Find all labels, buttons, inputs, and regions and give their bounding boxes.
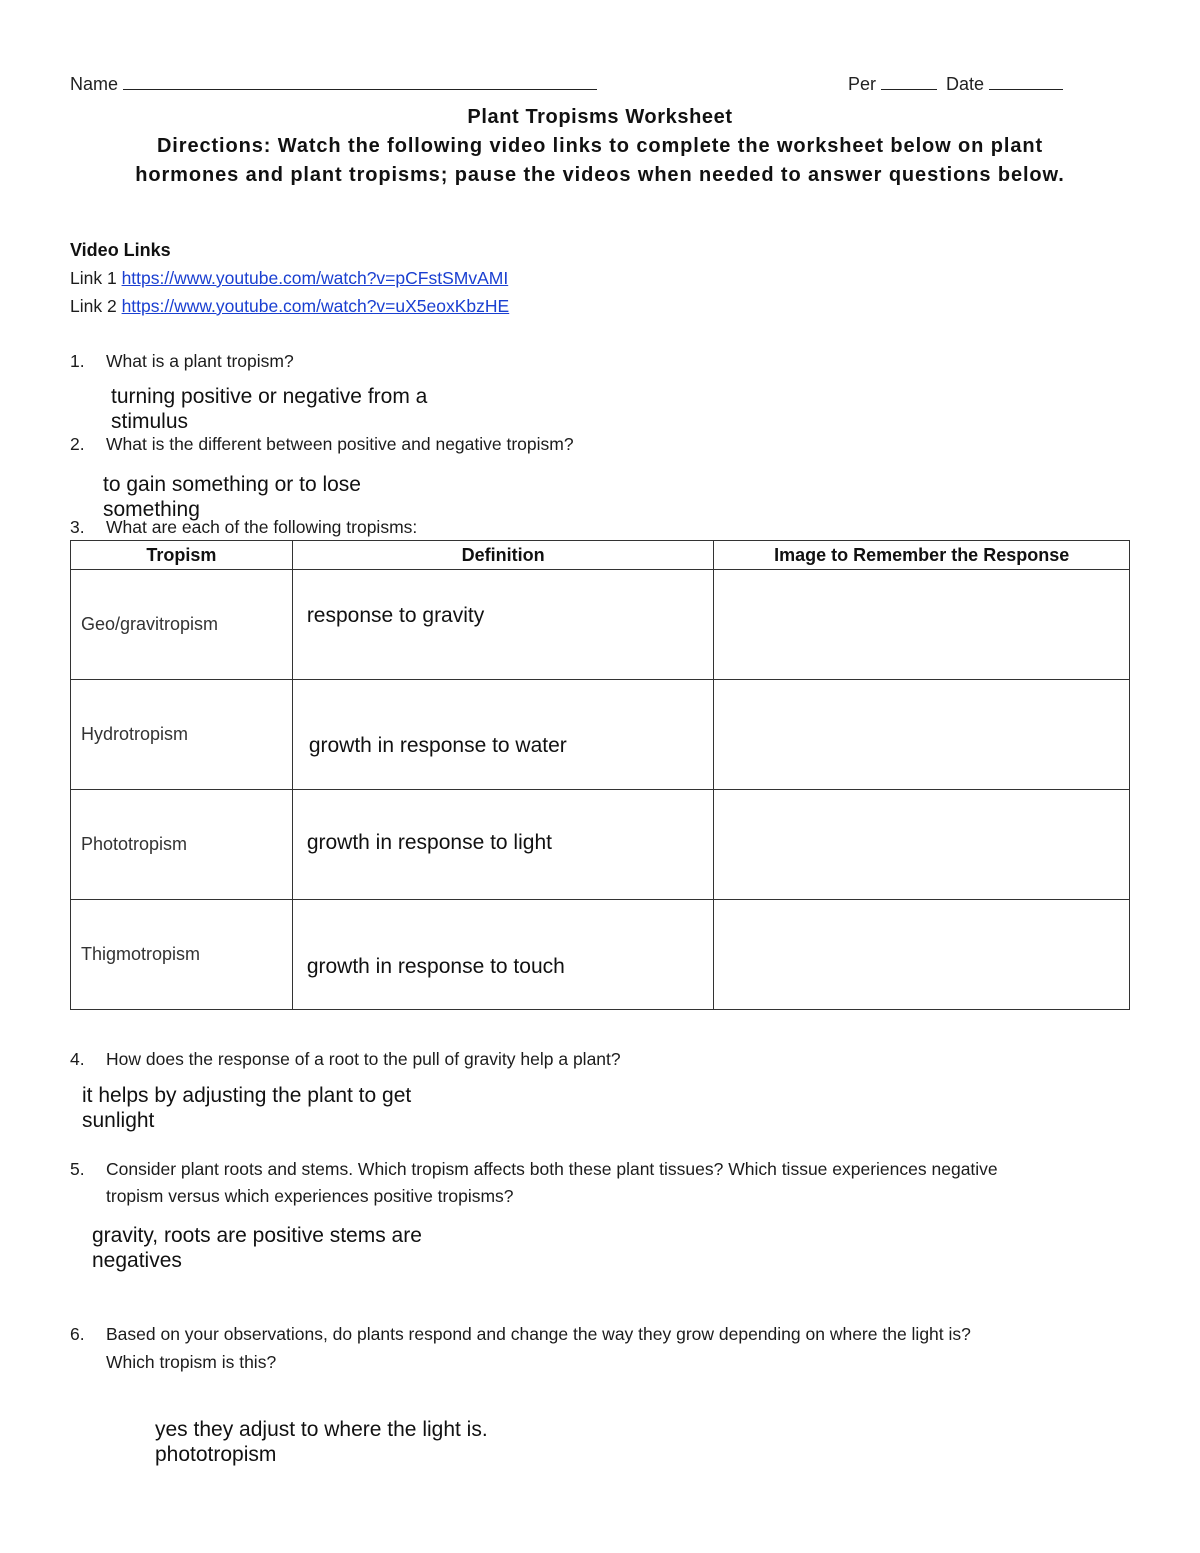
link-1-url[interactable]: https://www.youtube.com/watch?v=pCFstSMvAMI bbox=[121, 268, 509, 288]
directions-line-1: Directions: Watch the following video links to complete the worksheet below on plant bbox=[156, 135, 1044, 157]
question-6-number: 6. bbox=[70, 1324, 85, 1344]
image-cell[interactable] bbox=[714, 790, 1130, 900]
table-row bbox=[71, 900, 1130, 1010]
question-2-text: What is the different between positive and negative tropism? bbox=[106, 434, 574, 454]
answer-1[interactable]: turning positive or negative from a stimulus bbox=[111, 385, 428, 433]
link-2-label: Link 2 bbox=[70, 296, 117, 316]
header-tropism: Tropism bbox=[71, 541, 293, 570]
tropism-cell bbox=[71, 900, 293, 1010]
question-4-number: 4. bbox=[70, 1049, 85, 1069]
question-1-number: 1. bbox=[70, 351, 85, 371]
tropism-cell bbox=[71, 680, 293, 790]
page-title: Plant Tropisms Worksheet bbox=[467, 106, 733, 128]
table-row bbox=[71, 790, 1130, 900]
question-6-text-line-1: Based on your observations, do plants respond and change the way they grow depending on where the light is? bbox=[106, 1324, 971, 1344]
answer-5[interactable]: gravity, roots are positive stems are negatives bbox=[92, 1224, 422, 1272]
answer-6[interactable]: yes they adjust to where the light is. phototropism bbox=[155, 1418, 488, 1466]
table-row bbox=[71, 570, 1130, 680]
question-3 bbox=[70, 517, 417, 538]
definition-cell[interactable] bbox=[292, 680, 714, 790]
tropism-name: Phototropism bbox=[81, 834, 188, 854]
table-row bbox=[71, 680, 1130, 790]
question-4-text: How does the response of a root to the pull of gravity help a plant? bbox=[106, 1049, 621, 1069]
question-3-number: 3. bbox=[70, 517, 85, 537]
date-label: Date bbox=[946, 74, 985, 94]
date-field[interactable] bbox=[946, 74, 1063, 95]
question-6 bbox=[70, 1324, 971, 1345]
tropism-table bbox=[70, 540, 1130, 1010]
question-5 bbox=[70, 1159, 998, 1180]
header-definition: Definition bbox=[292, 541, 714, 570]
date-blank[interactable] bbox=[989, 75, 1063, 90]
question-3-text: What are each of the following tropisms: bbox=[106, 517, 418, 537]
question-6-text-line-2: Which tropism is this? bbox=[106, 1352, 277, 1372]
name-blank[interactable] bbox=[123, 75, 597, 90]
answer-2[interactable]: to gain something or to lose something bbox=[103, 473, 361, 521]
image-cell[interactable] bbox=[714, 680, 1130, 790]
tropism-cell bbox=[71, 570, 293, 680]
per-blank[interactable] bbox=[881, 75, 937, 90]
question-2-number: 2. bbox=[70, 434, 85, 454]
table-header-row bbox=[71, 541, 1130, 570]
question-1 bbox=[70, 351, 294, 372]
link-2-url[interactable]: https://www.youtube.com/watch?v=uX5eoxKbzHE bbox=[121, 296, 510, 316]
tropism-cell bbox=[71, 790, 293, 900]
video-link-2 bbox=[70, 296, 509, 317]
definition-cell[interactable] bbox=[292, 790, 714, 900]
question-5-text-line-2: tropism versus which experiences positive tropisms? bbox=[106, 1186, 514, 1206]
answer-4[interactable]: it helps by adjusting the plant to get sunlight bbox=[82, 1084, 412, 1132]
tropism-name: Geo/gravitropism bbox=[81, 614, 219, 634]
definition-answer: growth in response to light bbox=[306, 831, 552, 854]
tropism-name: Hydrotropism bbox=[81, 724, 189, 744]
question-1-text: What is a plant tropism? bbox=[106, 351, 294, 371]
definition-answer: growth in response to water bbox=[308, 734, 567, 757]
definition-cell[interactable] bbox=[292, 570, 714, 680]
image-cell[interactable] bbox=[714, 900, 1130, 1010]
per-field[interactable] bbox=[848, 74, 937, 95]
directions-line-2: hormones and plant tropisms; pause the videos when needed to answer questions below. bbox=[135, 164, 1065, 186]
image-cell[interactable] bbox=[714, 570, 1130, 680]
name-label: Name bbox=[70, 74, 119, 94]
question-4 bbox=[70, 1049, 621, 1070]
name-field[interactable] bbox=[70, 74, 597, 95]
definition-answer: response to gravity bbox=[306, 604, 485, 627]
tropism-name: Thigmotropism bbox=[81, 944, 201, 964]
header-image: Image to Remember the Response bbox=[714, 541, 1130, 570]
definition-answer: growth in response to touch bbox=[306, 955, 565, 978]
link-1-label: Link 1 bbox=[70, 268, 117, 288]
video-links-heading: Video Links bbox=[70, 240, 171, 260]
definition-cell[interactable] bbox=[292, 900, 714, 1010]
video-link-1 bbox=[70, 268, 508, 289]
question-5-number: 5. bbox=[70, 1159, 85, 1179]
question-5-text-line-1: Consider plant roots and stems. Which tropism affects both these plant tissues? Which tissue experiences negative bbox=[106, 1159, 998, 1179]
question-2 bbox=[70, 434, 574, 455]
per-label: Per bbox=[848, 74, 877, 94]
